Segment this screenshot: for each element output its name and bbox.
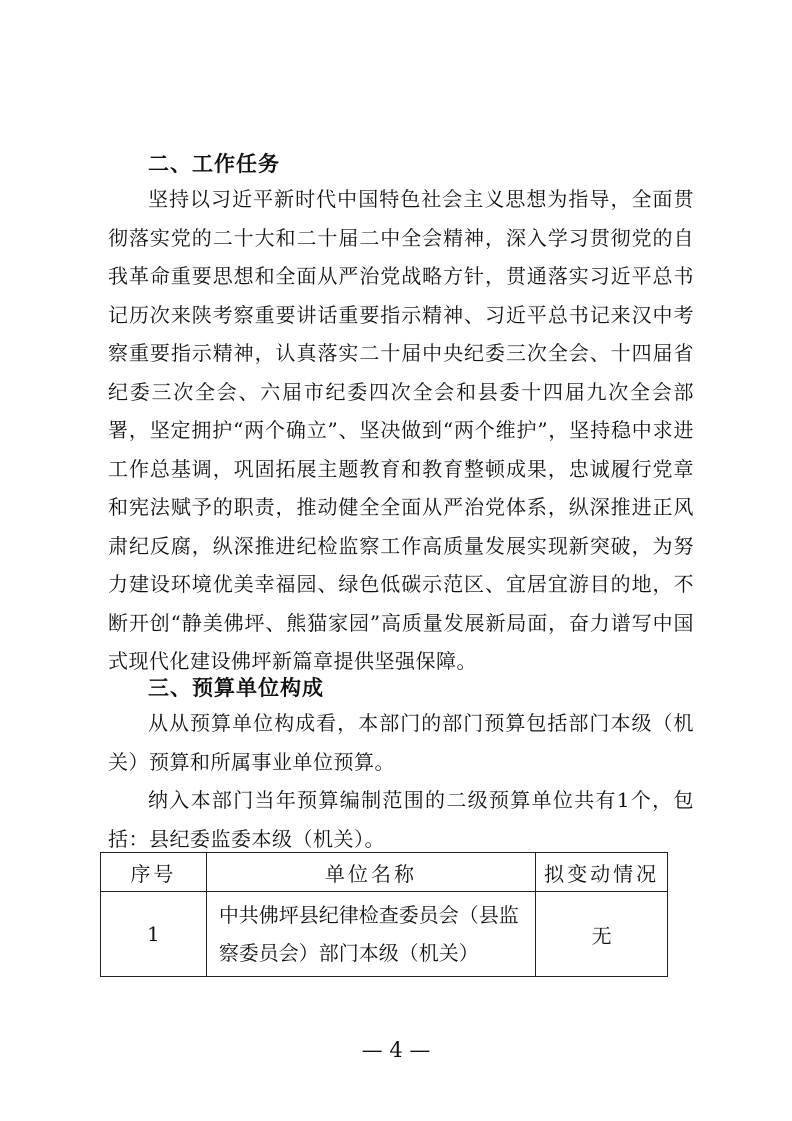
header-change: 拟变动情况 bbox=[536, 853, 668, 892]
table-header-row bbox=[101, 853, 668, 892]
row-index: 1 bbox=[101, 892, 207, 977]
row-change: 无 bbox=[536, 892, 668, 977]
header-index: 序号 bbox=[101, 853, 207, 892]
budget-units-table bbox=[100, 852, 668, 977]
table-row bbox=[101, 892, 668, 977]
work-tasks-paragraph: 坚持以习近平新时代中国特色社会主义思想为指导，全面贯彻落实党的二十大和二十届二中全会精神，深入学习贯彻党的自我革命重要思想和全面从严治党战略方针，贯通落实习近平总书记历次来陕考察重要讲话重要指示精神、习近平总书记来汉中考察重要指示精神，认真落实二十届中央纪委三次全会、十四届省纪委三次全会、六届市纪委四次全会和县委十四届九次全会部署，坚定拥护“两个确立”、坚决做到“两个维护”，坚持稳中求进工作总基调，巩固拓展主题教育和教育整顿成果，忠诚履行党章和宪法赋予的职责，推动健全全面从严治党体系，纵深推进正风肃纪反腐，纵深推进纪检监察工作高质量发展实现新突破，为努力建设环境优美幸福园、绿色低碳示范区、宜居宜游目的地，不断开创“静美佛坪、熊猫家园”高质量发展新局面，奋力谱写中国式现代化建设佛坪新篇章提供坚强保障。 bbox=[108, 187, 694, 673]
budget-units-paragraph-1: 从从预算单位构成看，本部门的部门预算包括部门本级（机关）预算和所属事业单位预算。 bbox=[108, 711, 694, 774]
page-number: — 4 — bbox=[361, 1038, 431, 1062]
row-unit-name: 中共佛坪县纪律检查委员会（县监察委员会）部门本级（机关） bbox=[206, 892, 535, 977]
budget-units-paragraph-2: 纳入本部门当年预算编制范围的二级预算单位共有1个，包括：县纪委监委本级（机关）。 bbox=[108, 788, 694, 851]
header-unit-name: 单位名称 bbox=[206, 853, 535, 892]
section-heading-budget-units: 三、预算单位构成 bbox=[148, 676, 324, 700]
section-heading-work-tasks: 二、工作任务 bbox=[148, 152, 280, 176]
